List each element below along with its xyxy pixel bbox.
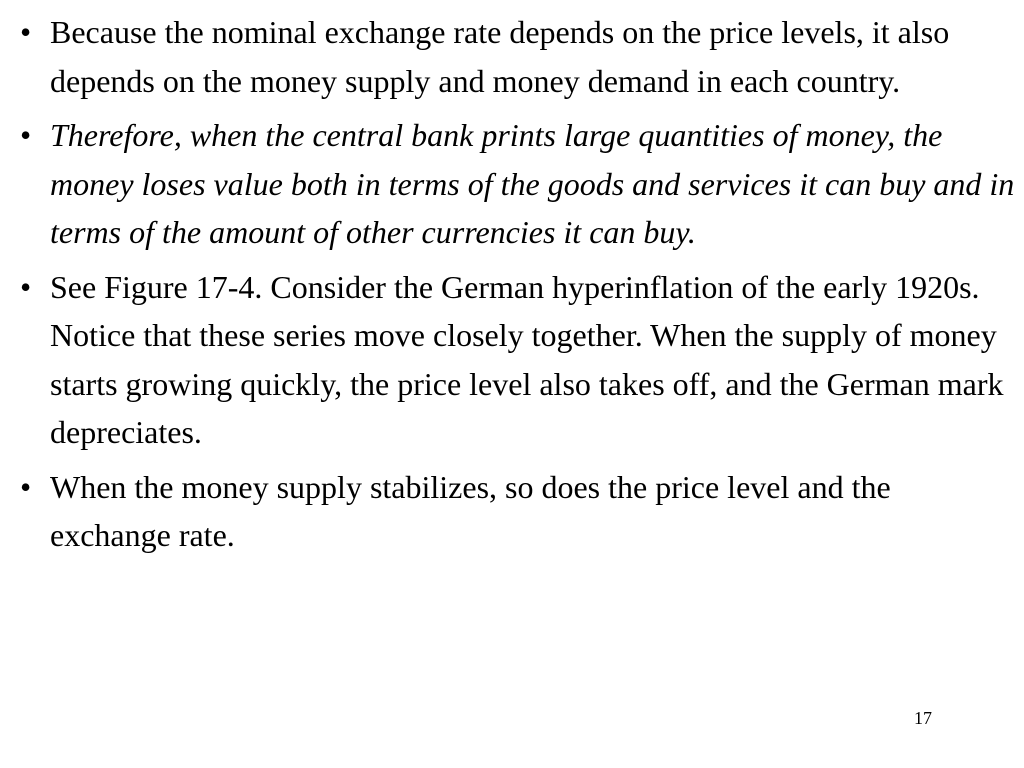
bullet-item-4 <box>18 463 1018 560</box>
bullet-text-4: When the money supply stabilizes, so does the price level and the exchange rate. <box>50 468 891 553</box>
bullet-marker: • <box>20 268 32 305</box>
bullet-text-2: Therefore, when the central bank prints large quantities of money, the money loses value both in terms of the goods and services it can buy and in terms of the amount of other currencies it can buy. <box>50 117 1015 250</box>
bullet-text-1: Because the nominal exchange rate depends on the price levels, it also depends on the money supply and money demand in each country. <box>50 14 950 99</box>
bullet-marker: • <box>20 468 32 505</box>
bullet-marker: • <box>20 117 32 153</box>
page-number: 17 <box>914 708 932 728</box>
bullet-list <box>18 8 1018 566</box>
bullet-text-3: See Figure 17-4. Consider the German hyperinflation of the early 1920s. Notice that these series move closely together. When the supply of money starts growing quickly, the price level also takes off, and the German mark depreciates. <box>50 268 1004 450</box>
bullet-item-3 <box>18 263 1018 457</box>
bullet-item-2 <box>18 111 1018 257</box>
bullet-item-1 <box>18 8 1018 105</box>
bullet-marker: • <box>20 14 32 50</box>
